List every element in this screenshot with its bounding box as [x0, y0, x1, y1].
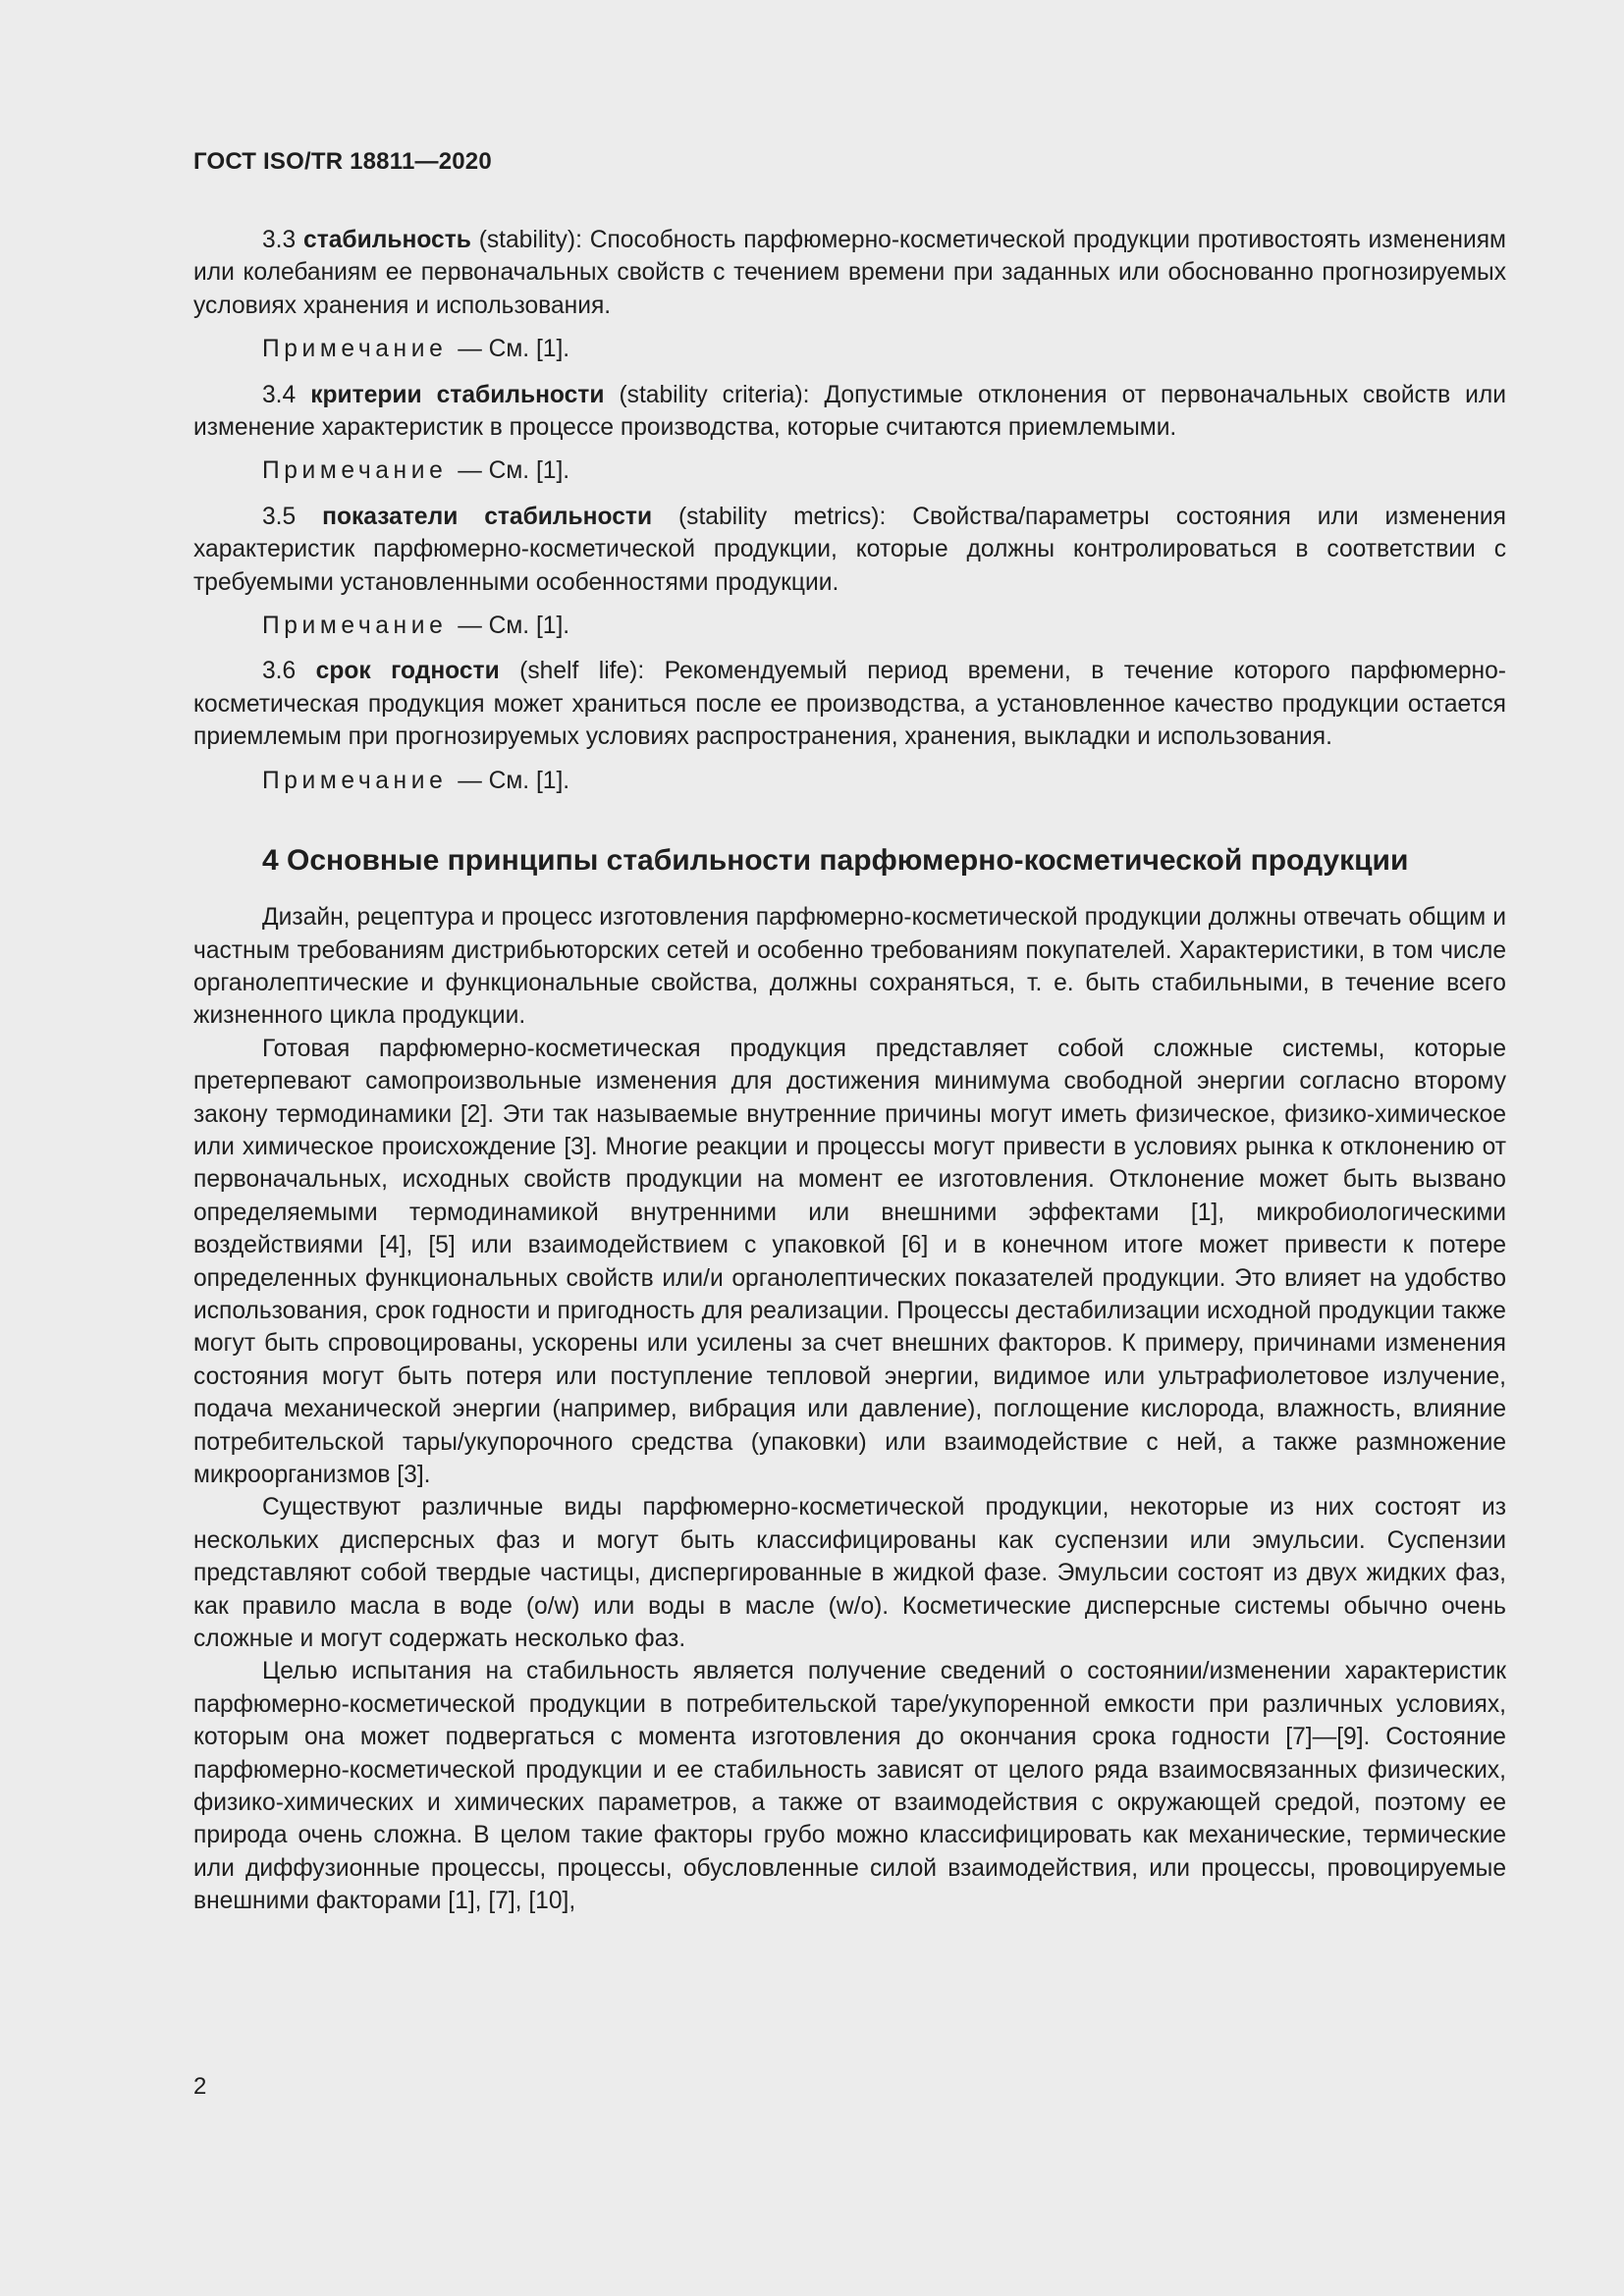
term-name: срок годности — [315, 658, 500, 685]
note-label: Примечание — [262, 336, 448, 363]
term-definition: (shelf life): Рекомендуемый период времени, в течение которого парфюмерно-косметическая продукция может храниться после ее производства, а установленное качество продукции остается приемлемым при прогнозируемых условиях распространения, хранения, выкладки и использования. — [193, 658, 1506, 751]
term-number: 3.6 — [262, 658, 297, 685]
page-content — [193, 224, 1506, 1918]
term-number: 3.5 — [262, 503, 297, 530]
note-3-3 — [193, 333, 1506, 365]
note-text: — См. [1]. — [458, 336, 570, 363]
note-label: Примечание — [262, 613, 448, 640]
note-3-5 — [193, 610, 1506, 642]
section-paragraph: Целью испытания на стабильность является получение сведений о состоянии/изменении характеристик парфюмерно-косметической продукции в потребительской таре/укупоренной емкости при различных условиях, которым она может подвергаться с момента изготовления до окончания срока годности [7]—[9]. Состояние парфюмерно-косметической продукции и ее стабильность зависят от целого ряда взаимосвязанных физических, физико-химических и химических параметров, а также от взаимодействия с окружающей средой, поэтому ее природа очень сложна. В целом такие факторы грубо можно классифицировать как механические, термические или диффузионные процессы, процессы, обусловленные силой взаимодействия, или процессы, провоцируемые внешними факторами [1], [7], [10], — [193, 1658, 1506, 1915]
term-3-5 — [193, 501, 1506, 599]
document-header: ГОСТ ISO/TR 18811—2020 — [193, 148, 492, 175]
section-paragraph: Существуют различные виды парфюмерно-косметической продукции, некоторые из них состоят из нескольких дисперсных фаз и могут быть классифицированы как суспензии или эмульсии. Суспензии представляют собой твердые частицы, диспергированные в жидкой фазе. Эмульсии состоят из двух жидких фаз, как правило масла в воде (o/w) или воды в масле (w/o). Косметические дисперсные системы обычно очень сложные и могут содержать несколько фаз. — [193, 1494, 1506, 1653]
note-text: — См. [1]. — [458, 613, 570, 640]
term-3-4 — [193, 379, 1506, 445]
term-number: 3.3 — [262, 227, 297, 253]
section-paragraph: Дизайн, рецептура и процесс изготовления парфюмерно-косметической продукции должны отвечать общим и частным требованиям дистрибьюторских сетей и особенно требованиям покупателей. Характеристики, в том числе органолептические и функциональные свойства, должны сохраняться, т. е. быть стабильными, в течение всего жизненного цикла продукции. — [193, 904, 1506, 1030]
page-number: 2 — [193, 2073, 207, 2100]
term-definition: (stability criteria): Допустимые отклонения от первоначальных свойств или изменение характеристик в процессе производства, которые считаются приемлемыми. — [193, 381, 1506, 442]
section-paragraph: Готовая парфюмерно-косметическая продукция представляет собой сложные системы, которые претерпевают самопроизвольные изменения для достижения минимума свободной энергии согласно второму закону термодинамики [2]. Эти так называемые внутренние причины могут иметь физическое, физико-химическое или химическое происхождение [3]. Многие реакции и процессы могут привести в условиях рынка к отклонению от первоначальных, исходных свойств продукции на момент ее изготовления. Отклонение может быть вызвано определяемыми термодинамикой внутренними или внешними эффектами [1], микробиологическими воздействиями [4], [5] или взаимодействием с упаковкой [6] и в конечном итоге может привести к потере определенных функциональных свойств или/и органолептических показателей продукции. Это влияет на удобство использования, срок годности и пригодность для реализации. Процессы дестабилизации исходной продукции также могут быть спровоцированы, ускорены или усилены за счет внешних факторов. К примеру, причинами изменения состояния могут быть потеря или поступление тепловой энергии, видимое или ультрафиолетовое излучение, подача механической энергии (например, вибрация или давление), поглощение кислорода, влажность, влияние потребительской тары/укупорочного средства (упаковки) или взаимодействие с ней, а также размножение микроорганизмов [3]. — [193, 1035, 1506, 1488]
term-name: показатели стабильности — [322, 503, 653, 530]
note-3-6 — [193, 765, 1506, 797]
note-label: Примечание — [262, 767, 448, 794]
term-name: критерии стабильности — [310, 381, 605, 408]
note-text: — См. [1]. — [458, 457, 570, 485]
note-label: Примечание — [262, 457, 448, 485]
term-number: 3.4 — [262, 381, 297, 408]
section-heading: 4 Основные принципы стабильности парфюмерно-косметической продукции — [262, 844, 1409, 878]
term-definition: (stability): Способность парфюмерно-косметической продукции противостоять изменениям или колебаниям ее первоначальных свойств с течением времени при заданных или обоснованно прогнозируемых условиях хранения и использования. — [193, 227, 1506, 319]
term-name: стабильность — [303, 227, 471, 253]
note-text: — См. [1]. — [458, 767, 570, 794]
term-3-3 — [193, 224, 1506, 322]
term-definition: (stability metrics): Свойства/параметры состояния или изменения характеристик парфюмерно-косметической продукции, которые должны контролироваться в соответствии с требуемыми установленными особенностями продукции. — [193, 503, 1506, 596]
term-3-6 — [193, 655, 1506, 753]
note-3-4 — [193, 454, 1506, 487]
